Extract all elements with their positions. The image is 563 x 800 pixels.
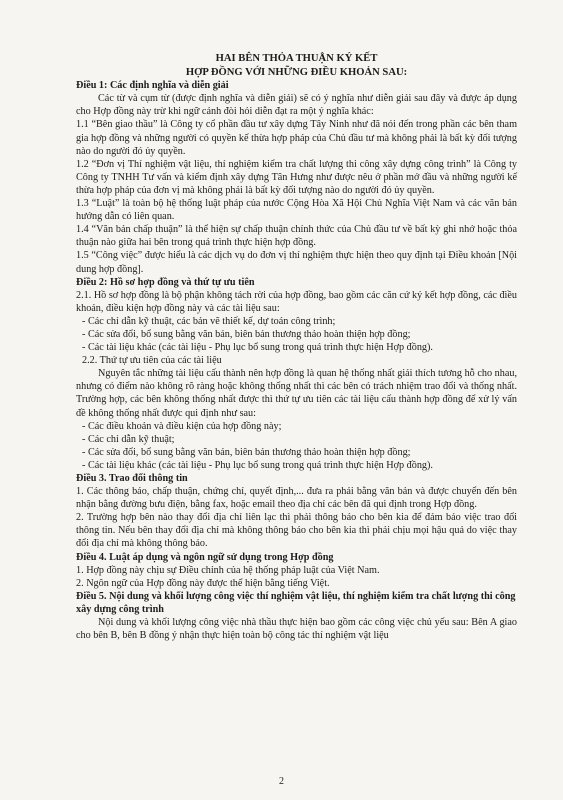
section-heading: Điều 4. Luật áp dụng và ngôn ngữ sử dụng trong Hợp đồng xyxy=(76,551,334,563)
section-paragraph: 2. Trường hợp bên nào thay đổi địa chỉ liên lạc thì phải thông báo cho bên kia để đảm bảo việc trao đổi thông tin. Nếu bên thay đổi địa chỉ mà không thông báo cho bên kia thì phải chịu mọi hậu quả do việc thay đổi địa chỉ mà không thông báo. xyxy=(76,512,517,550)
section-paragraph: 2.1. Hồ sơ hợp đồng là bộ phận không tách rời của hợp đồng, bao gồm các căn cứ ký kết hợp đồng, các điều khoản, điều kiện hợp đồng này và các tài liệu sau: xyxy=(76,289,517,314)
section-heading: Điều 3. Trao đổi thông tin xyxy=(76,473,188,484)
section xyxy=(76,79,517,275)
section-paragraph: 2. Ngôn ngữ của Hợp đồng này được thể hiện bằng tiếng Việt. xyxy=(76,577,330,589)
section-paragraph: 1.4 “Văn bản chấp thuận” là thể hiện sự chấp thuận chính thức của Chủ đầu tư về bất kỳ ghi nhớ hoặc thỏa thuận nào giữa hai bên trong quá trình thực hiện hợp đồng. xyxy=(76,224,517,249)
document-body xyxy=(76,79,517,642)
section-paragraph: - Các sửa đổi, bổ sung bằng văn bản, biên bản thương thảo hoàn thiện hợp đồng; xyxy=(82,446,411,458)
section-paragraph: 1. Các thông báo, chấp thuận, chứng chỉ, quyết định,... đưa ra phải bằng văn bản và được chuyển đến bên nhận bằng đường bưu điện, bằng fax, hoặc email theo địa chỉ các bên đã qui định trong Hợp đồng. xyxy=(76,486,517,511)
section xyxy=(76,276,517,472)
section-paragraph: - Các điều khoản và điều kiện của hợp đồng này; xyxy=(82,420,282,432)
section-paragraph: 2.2. Thứ tự ưu tiên của các tài liệu xyxy=(82,355,222,367)
page-number: 2 xyxy=(279,775,284,787)
document-title-line-2: HỢP ĐỒNG VỚI NHỮNG ĐIỀU KHOẢN SAU: xyxy=(185,66,408,78)
section-paragraph: 1.2 “Đơn vị Thí nghiệm vật liệu, thí nghiệm kiểm tra chất lượng thi công xây dựng công trình” là Công ty Công ty TNHH Tư vấn và kiểm định xây dựng Tân Hưng như được nêu ở phần mở đầu và những người kế thừa hợp pháp của đơn vị mà không phải là bất kỳ đối tượng nào do người đó ủy quyền. xyxy=(76,158,517,196)
section xyxy=(76,590,517,642)
section-paragraph: - Các sửa đổi, bổ sung bằng văn bản, biên bản thương thảo hoàn thiện hợp đồng; xyxy=(82,328,411,340)
section-paragraph: Các từ và cụm từ (được định nghĩa và diễn giải) sẽ có ý nghĩa như diễn giải sau đây và được áp dụng cho Hợp đồng này trừ khi ngữ cảnh đòi hỏi diễn đạt ra một ý nghĩa khác: xyxy=(76,93,517,118)
section-paragraph: - Các chỉ dẫn kỹ thuật, các bản vẽ thiết kế, dự toán công trình; xyxy=(82,315,336,327)
section-paragraph: 1.5 “Công việc” được hiểu là các dịch vụ do đơn vị thí nghiệm thực hiện theo quy định tại Điều khoản [Nội dung hợp đồng]. xyxy=(76,250,517,275)
document-title-line-1: HAI BÊN THỎA THUẬN KÝ KẾT xyxy=(215,53,378,64)
section-heading: Điều 1: Các định nghĩa và diễn giải xyxy=(76,80,229,92)
section-paragraph: Nội dung và khối lượng công việc nhà thầu thực hiện bao gồm các công việc chủ yếu sau: Bên A giao cho bên B, bên B đồng ý nhận thực hiện toàn bộ công tác thí nghiệm vật liệu xyxy=(76,617,517,642)
section-paragraph: - Các tài liệu khác (các tài liệu - Phụ lục bổ sung trong quá trình thực hiện Hợp đồng). xyxy=(82,459,433,471)
section-heading: Điều 2: Hồ sơ hợp đồng và thứ tự ưu tiên xyxy=(76,276,255,288)
section-paragraph: 1.1 “Bên giao thầu” là Công ty cổ phần đầu tư xây dựng Tây Ninh như đã nói đến trong phần các bên tham gia hợp đồng và những người có quyền kế thừa hợp pháp của Chủ đầu tư mà không phải là bất kỳ đối tượng nào do người đó ủy quyền. xyxy=(76,119,517,157)
section-paragraph: 1. Hợp đồng này chịu sự Điều chỉnh của hệ thống pháp luật của Việt Nam. xyxy=(76,564,380,576)
section-paragraph: Nguyên tắc những tài liệu cấu thành nên hợp đồng là quan hệ thống nhất giải thích tương hỗ cho nhau, nhưng có điểm nào không rõ ràng hoặc không thống nhất thì các bên có trách nhiệm trao đổi và thống nhất. Trường hợp, các bên không thống nhất được thì thứ tự ưu tiên các tài liệu cấu thành hợp đồng để xử lý vấn đề không thống nhất được qui định như sau: xyxy=(76,368,517,419)
section-heading: Điều 5. Nội dung và khối lượng công việc thí nghiệm vật liệu, thí nghiệm kiểm tra chất lượng thi công xây dựng công trình xyxy=(76,590,516,615)
section xyxy=(76,472,517,551)
section-paragraph: 1.3 “Luật” là toàn bộ hệ thống luật pháp của nước Cộng Hòa Xã Hội Chủ Nghĩa Việt Nam và các văn bản hướng dẫn có liên quan. xyxy=(76,198,517,223)
section xyxy=(76,551,517,590)
section-paragraph: - Các tài liệu khác (các tài liệu - Phụ lục bổ sung trong quá trình thực hiện Hợp đồng). xyxy=(82,342,433,354)
section-paragraph: - Các chỉ dẫn kỹ thuật; xyxy=(82,433,175,445)
